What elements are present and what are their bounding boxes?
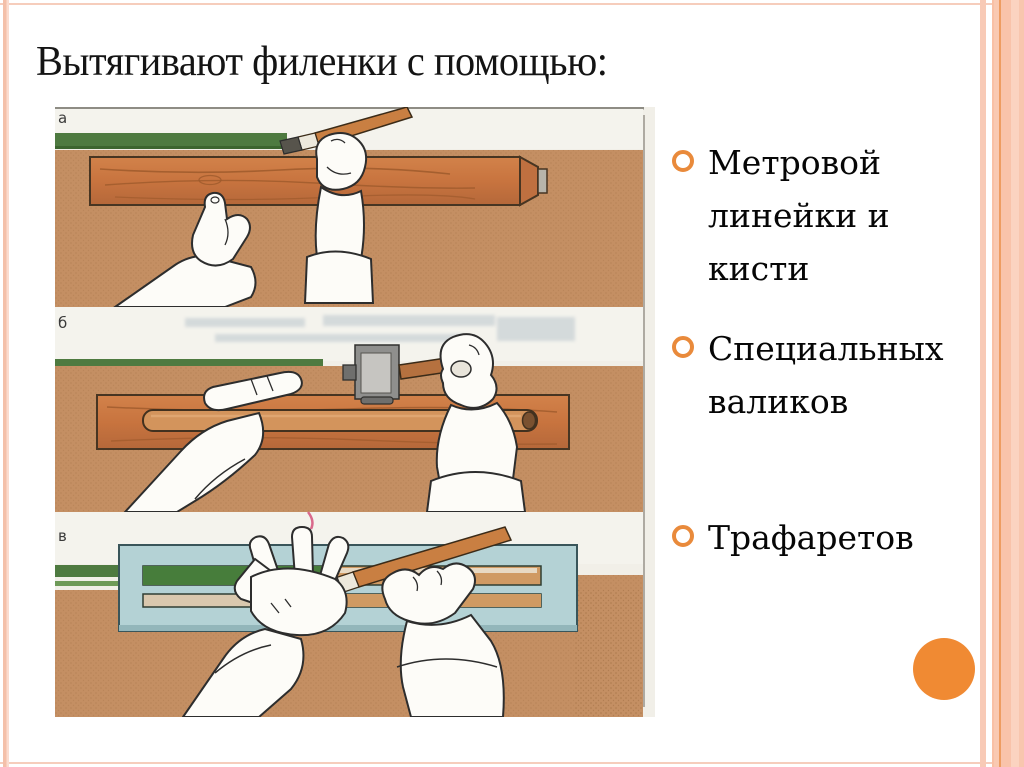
bullet-marker-icon: [672, 525, 694, 547]
bottom-rule: [0, 762, 1024, 764]
panel-a: [55, 107, 643, 307]
right-edge-band: [992, 0, 1024, 767]
bullet-marker-icon: [672, 336, 694, 358]
left-edge-stripe: [3, 0, 9, 767]
slide-title: Вытягивают филенки с помощью:: [36, 39, 608, 85]
panel-label-a: а: [58, 109, 68, 127]
bullet-text: Трафаретов: [708, 518, 914, 557]
painted-green-line-b: [55, 359, 323, 366]
right-inner-stripe: [980, 0, 986, 767]
bullet-text: Метровой линейки и кисти: [708, 143, 890, 288]
panel-label-c: в: [58, 527, 67, 545]
top-rule: [0, 3, 1024, 5]
bullet-item: [672, 511, 922, 564]
bullet-item: [672, 136, 922, 295]
bullet-text: Специальных валиков: [708, 329, 944, 421]
figure-illustration: [55, 107, 655, 717]
panel-c: [55, 512, 643, 717]
scan-right-margin: [644, 107, 655, 717]
panel-b: [55, 307, 643, 512]
bullet-item: [672, 322, 944, 428]
accent-circle: [913, 638, 975, 700]
bullet-marker-icon: [672, 150, 694, 172]
painted-green-line-c: [55, 565, 119, 577]
panel-label-b: б: [58, 314, 68, 332]
